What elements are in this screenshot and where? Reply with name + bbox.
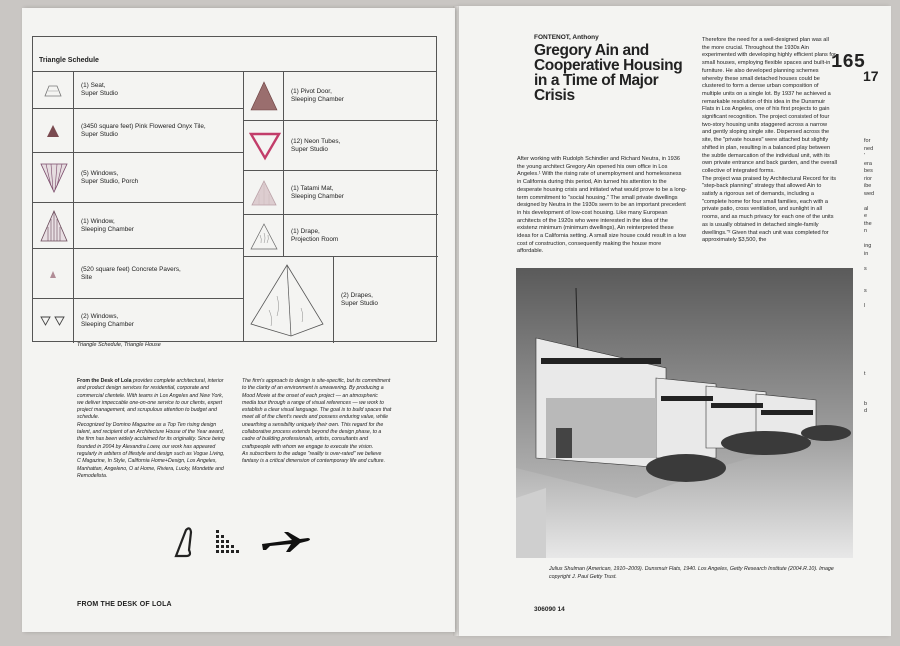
- schedule-title: Triangle Schedule: [39, 57, 99, 64]
- triangle-light-icon: [249, 178, 279, 208]
- schedule-row: [33, 109, 243, 153]
- article-author: FONTENOT, Anthony: [534, 34, 599, 41]
- desk-col1-text: provides complete architectural, interior and product design services for residential, corporate and commercial clientele. With teams in Los Angeles and New York, we deliver impeccable one-on-one service to our clients, expert project management, and scrupulous attention to budget and schedule. Recognized by Domino Magazine as a Top Ten rising design talent, and recipient of an Architecture House of the Year award, the firm has been widely acclaimed for its originality. Since being founded in 2004 by Alexandra Loew, our work has appeared regularly in arbiters of lifestyle and design such as Vogue Living, C Magazine, In Style, California Home+Design, Los Angeles, Manhattan, Angeleno, O at Home, Riviera, Lucky, Mondette and Remodelista.: [77, 378, 225, 479]
- schedule-row: [33, 153, 243, 203]
- left-footer: FROM THE DESK OF LOLA: [77, 601, 172, 608]
- dunsmuir-flats-photo: [516, 268, 853, 558]
- page-number: 165: [831, 51, 866, 73]
- triangle-striped-icon: [39, 209, 69, 243]
- schedule-label: (12) Neon Tubes, Super Studio: [291, 137, 341, 153]
- right-footer: 306090 14: [534, 606, 565, 613]
- schedule-caption: Triangle Schedule, Triangle House: [77, 342, 161, 348]
- schedule-label: (1) Seat, Super Studio: [81, 81, 118, 97]
- inverted-triangle-pink-icon: [249, 131, 281, 161]
- edge-page-number: 17: [863, 68, 879, 84]
- right-page: [459, 6, 891, 636]
- schedule-label: (1) Pivot Door, Sleeping Chamber: [291, 87, 344, 103]
- schedule-label: (3450 square feet) Pink Flowered Onyx Tile, Super Studio: [81, 122, 206, 138]
- schedule-row: [243, 71, 438, 121]
- pyramid-icon: [247, 262, 327, 338]
- article-body-right: Therefore the need for a well-designed plan was all the more crucial. Throughout the 1930s Ain experimented with developing highly efficient plans for small houses, employing flexible spaces and built-in furniture. He also developed planning schemes whereby these small detached houses could be clustered to form a dense urban composition of multiple units on a single lot. By 1937 he achieved a remarkable resolution of this idea in the Dunsmuir Flats in Los Angeles, one of his first projects to gain significant recognition. The project consisted of four two-story housing units staggered across a narrow and gently sloping single site. Dispersed across the site, the "private houses" were attached but slightly shifted in plan, resulting in a balanced play between the subtle demarcation of the individual unit, with its own private entrance and back garden, and the overall collective of integrated forms. The project was praised by Architectural Record for its "step-back planning" strategy that allowed Ain to satisfy a rigorous set of demands, including a "complete home for four small families, each with a private patio, cross ventilation, and sunlight in all rooms, and as much privacy for each one of the units as is usually obtained in detached single-family dwellings."² Given that each unit was completed for approximately $3,500, the: [702, 37, 837, 244]
- schedule-label: (1) Window, Sleeping Chamber: [81, 217, 134, 233]
- schedule-label: (5) Windows, Super Studio, Porch: [81, 169, 139, 185]
- triangle-filled-brown-icon: [39, 123, 67, 139]
- schedule-row: [33, 203, 243, 249]
- slipper-icon: [176, 528, 191, 556]
- triangle-schedule-table: [32, 36, 437, 342]
- schedule-row: [243, 257, 438, 343]
- desk-column-2: The firm's approach to design is site-specific, but its commitment to the clarity of an environment is unwavering. By producing a Mood Movie at the onset of each project — an atmospheric media tour through a range of visual references — we work to establish a clear visual language. The goal is to build spaces that meet all of the client's needs and possess enduring value, while unearthing a sensibility uniquely their own. This regard for the collaborative process extends beyond the design phase, to a cadre of building professionals, artists, consultants and craftspeople with whom we engage to execute the vision. As subscribers to the adage "reality is over-rated" we believe fantasy is a critical dimension of contemporary life and culture.: [242, 378, 392, 465]
- desk-column-1: [77, 378, 227, 480]
- schedule-label: (520 square feet) Concrete Pavers, Site: [81, 265, 181, 281]
- logo-icons: [172, 526, 322, 563]
- schedule-label: (1) Drape, Projection Room: [291, 227, 339, 243]
- desk-lead: From the Desk of Lola: [77, 378, 132, 384]
- small-triangle-icon: [39, 268, 67, 280]
- schedule-label: (2) Windows, Sleeping Chamber: [81, 313, 134, 328]
- triangle-filled-brown-icon: [249, 80, 279, 112]
- airplane-icon: [262, 532, 310, 552]
- two-inverted-triangles-icon: [39, 315, 69, 327]
- schedule-label: (1) Tatami Mat, Sleeping Chamber: [291, 184, 344, 200]
- schedule-row: [243, 215, 438, 257]
- trapezoid-outline-icon: [39, 82, 67, 98]
- inverted-triangle-striped-icon: [39, 162, 69, 194]
- schedule-row: [33, 71, 243, 109]
- left-page: [22, 8, 455, 632]
- schedule-row: [243, 121, 438, 171]
- pixel-triangle-icon: [216, 530, 239, 553]
- article-title: Gregory Ain and Cooperative Housing in a Time of Major Crisis: [534, 42, 683, 104]
- article-body-left: After working with Rudolph Schindler and Richard Neutra, in 1936 the young architect Gregory Ain opened his own office in Los Angeles.¹ With the rising rate of unemployment and homelessness in California during this period, Ain turned his attention to the desperate housing crisis and initiated what would prove to be a long-term commitment to "social housing." The small private dwellings designed by Neutra in the 1930s seem to be an important precedent in his development of low-cost housing. Like many European architects of the 1920s who were interested in the idea of the existenz minimum (minimum dwellings), Ain reinterpreted these ideas for a California setting. A small size house could result in a low cost of construction, consequently making the house more affordable.: [517, 156, 687, 255]
- schedule-label: (2) Drapes, Super Studio: [341, 292, 378, 307]
- photo-caption: Julius Shulman (American, 1910–2009). Dunsmuir Flats, 1940. Los Angeles, Getty Research Institute (2004.R.10). Image copyright J. Paul Getty Trust.: [549, 566, 834, 580]
- schedule-row: [243, 171, 438, 215]
- schedule-row: [33, 249, 243, 299]
- triangle-outline-icon: [249, 221, 279, 251]
- schedule-row: [33, 299, 243, 343]
- edge-text-fragments: for ned ' era bes rior ibe wed al e the n ing in s s l t b d: [864, 138, 875, 414]
